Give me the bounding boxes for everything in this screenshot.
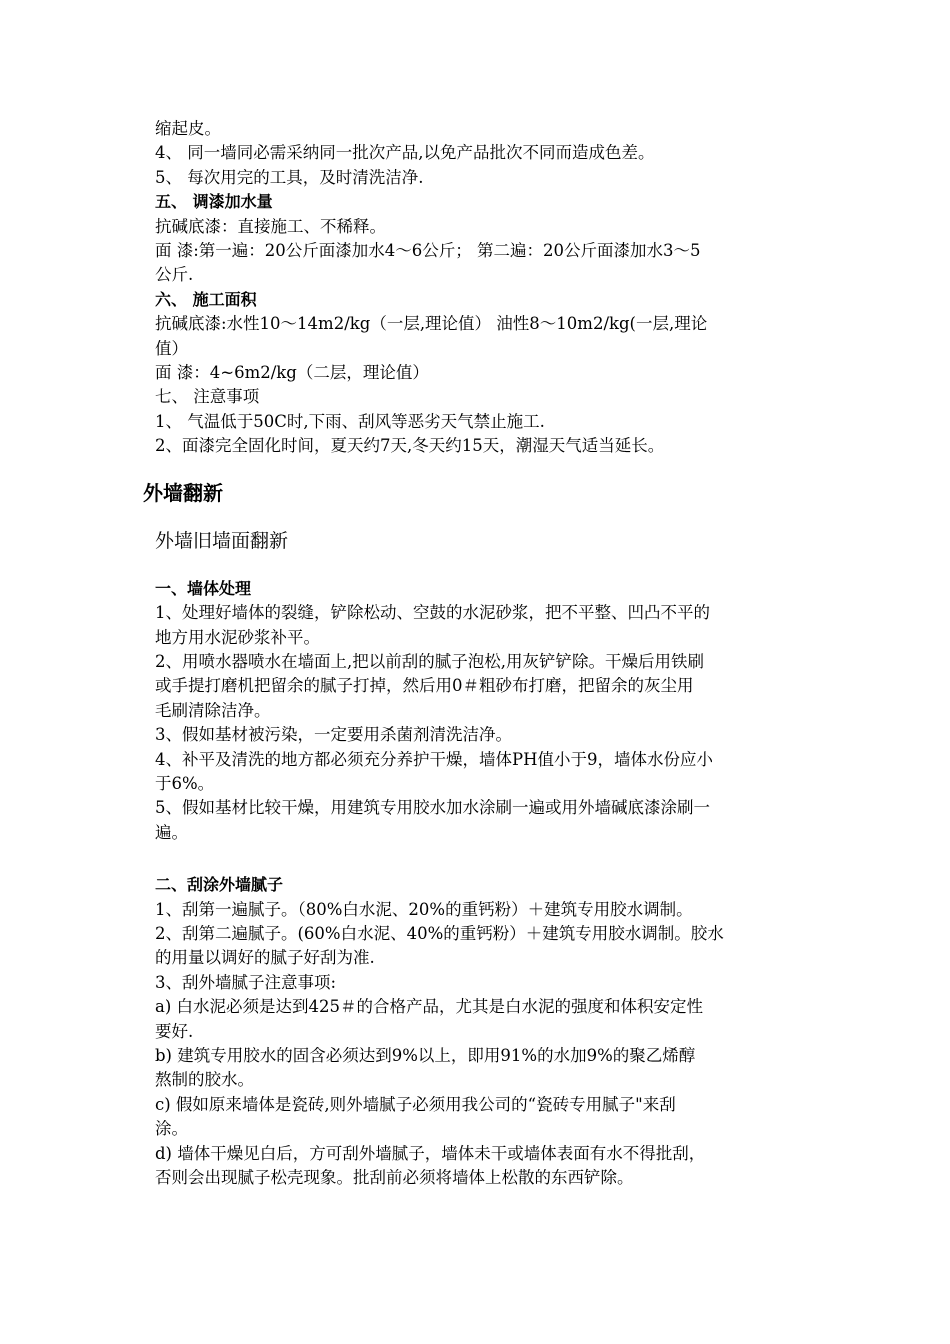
page-subtitle: 外墙旧墙面翻新 bbox=[155, 529, 289, 552]
text-line: 面 漆：4~6m2/kg（二层，理论值） bbox=[155, 363, 429, 383]
text-line: 2、用喷水器喷水在墙面上,把以前刮的腻子泡松,用灰铲铲除。干燥后用铁刷 bbox=[155, 651, 704, 671]
text-line: 抗碱底漆:水性10～14m2/kg（一层,理论值） 油性8～10m2/kg(一层,理论 bbox=[155, 314, 708, 334]
text-line: 值） bbox=[155, 338, 188, 358]
text-line: 公斤. bbox=[155, 265, 194, 285]
section-heading: 一、墙体处理 bbox=[155, 578, 252, 598]
text-line: 面 漆:第一遍：20公斤面漆加水4～6公斤； 第二遍：20公斤面漆加水3～5 bbox=[155, 241, 701, 261]
text-line: 熬制的胶水。 bbox=[155, 1070, 254, 1090]
text-line: 3、刮外墙腻子注意事项: bbox=[155, 972, 337, 992]
text-line: 要好. bbox=[155, 1021, 194, 1041]
text-line: 涂。 bbox=[155, 1119, 188, 1139]
text-line: 4、 同一墙同必需采纳同一批次产品,以免产品批次不同而造成色差。 bbox=[155, 143, 655, 163]
text-line: d) 墙体干燥见白后，方可刮外墙腻子，墙体未干或墙体表面有水不得批刮， bbox=[155, 1143, 706, 1163]
text-line: a) 白水泥必须是达到425＃的合格产品，尤其是白水泥的强度和体积安定性 bbox=[155, 997, 704, 1017]
text-line: 遍。 bbox=[155, 822, 188, 842]
text-line: 1、处理好墙体的裂缝，铲除松动、空鼓的水泥砂浆，把不平整、凹凸不平的 bbox=[155, 603, 710, 623]
text-line: 5、假如基材比较干燥，用建筑专用胶水加水涂刷一遍或用外墙碱底漆涂刷一 bbox=[155, 798, 710, 818]
text-line: 1、 气温低于50C时,下雨、刮风等恶劣天气禁止施工. bbox=[155, 411, 545, 431]
text-line: 2、刮第二遍腻子。(60%白水泥、40%的重钙粉）＋建筑专用胶水调制。胶水 bbox=[155, 923, 724, 943]
section-heading: 五、 调漆加水量 bbox=[155, 192, 273, 212]
section-heading: 二、刮涂外墙腻子 bbox=[155, 875, 284, 895]
document-page bbox=[143, 117, 805, 1190]
text-line: 抗碱底漆：直接施工、不稀释。 bbox=[155, 216, 386, 236]
text-line: 于6%。 bbox=[155, 773, 215, 793]
text-line: 地方用水泥砂浆补平。 bbox=[155, 627, 320, 647]
page-title: 外墙翻新 bbox=[143, 480, 223, 505]
section-heading: 六、 施工面积 bbox=[155, 289, 257, 309]
text-line: 1、刮第一遍腻子。（80%白水泥、20%的重钙粉）＋建筑专用胶水调制。 bbox=[155, 899, 693, 919]
text-line: 否则会出现腻子松壳现象。批刮前必须将墙体上松散的东西铲除。 bbox=[155, 1168, 634, 1188]
text-line: b) 建筑专用胶水的固含必须达到9%以上，即用91%的水加9%的聚乙烯醇 bbox=[155, 1046, 696, 1065]
text-line: 缩起皮。 bbox=[155, 119, 221, 138]
text-line: 4、补平及清洗的地方都必须充分养护干燥，墙体PH值小于9，墙体水份应小 bbox=[155, 749, 713, 769]
text-line: 毛刷清除洁净。 bbox=[155, 700, 271, 720]
text-line: 2、面漆完全固化时间，夏天约7天,冬天约15天，潮湿天气适当延长。 bbox=[155, 436, 665, 456]
text-line: 5、 每次用完的工具，及时清洗洁净. bbox=[155, 167, 424, 187]
text-line: c) 假如原来墙体是瓷砖,则外墙腻子必须用我公司的“瓷砖专用腻子"来刮 bbox=[155, 1094, 676, 1114]
text-line: 的用量以调好的腻子好刮为准. bbox=[155, 948, 375, 968]
text-line: 3、假如基材被污染，一定要用杀菌剂清洗洁净。 bbox=[155, 725, 512, 745]
text-line: 七、 注意事项 bbox=[155, 387, 260, 407]
text-line: 或手提打磨机把留余的腻子打掉，然后用0＃粗砂布打磨，把留余的灰尘用 bbox=[155, 676, 694, 696]
